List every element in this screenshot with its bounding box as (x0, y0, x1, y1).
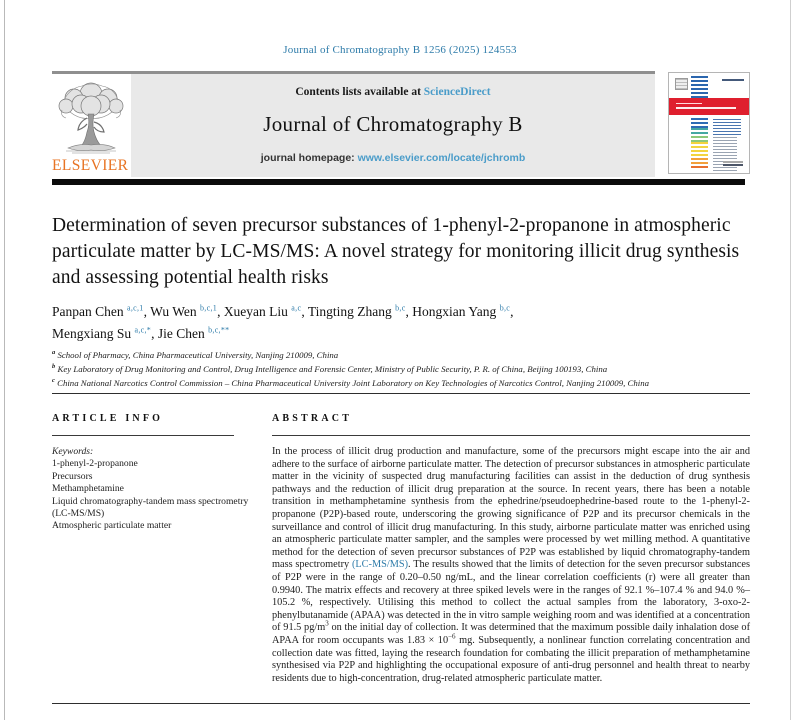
journal-cover-thumbnail (668, 72, 750, 174)
superscript: 3 (325, 619, 329, 628)
elsevier-logo (52, 76, 130, 177)
cover-editor-text (713, 119, 741, 135)
page-bottom-rule (52, 703, 750, 704)
article-info-rule (52, 435, 234, 436)
affiliation: $^a$ School of Pharmacy, China Pharmaceutical University, Nanjing 210009, China (52, 349, 339, 360)
window-left-edge (4, 0, 5, 720)
abstract-heading: ABSTRACT (272, 413, 353, 424)
abstract-text: In the process of illicit drug production and manufacture, some of the precursors might escape into the air and adhere to the surface of airborne particulate matter. The detection of precursor substances in atmospheric particulate matter in the vicinity of suspected drug manufacturing facilities can assist in the deduction of drug synthesis pathways and the reduction of illicit drug preparation at the source. In recent years, there has been a notable transition in methamphetamine synthesis from the ephedrine/pseudoephedrine-based route to the 1-phenyl-2-propanone (P2P)-based route, underscoring the growing significance of P2P and its precursor chemicals in the surveillance and control of illicit drug manufacturing. In this study, airborne particulate matter was enriched using an atmospheric particulate matter sampler, and the samples were processed by wet milling method. A quantitative method for the detection of seven precursor substances of P2P was established by liquid chromatography-tandem mass spectrometry (LC-MS/MS). The results showed that the limits of detection for the seven precursor substances of P2P were in the range of 0.20–0.50 ng/mL, and the linear correlation coefficients (r) were all greater than 0.9940. The matrix effects and recovery at three spiked levels were in the ranges of 92.1 %–107.4 % and 94.0 %–105.2 %, respectively. Utilising this method to collect the actual samples from the laboratory, 3-oxo-2-phenylbutanamide (APAA) was detected in the in vitro sample weighing room and was identified at a concentration of 91.5 $pg/m^3$ on the initial day of collection. It was determined that the maximum possible daily inhalation dose of APAA for room occupants was $1.83 \times 10^{-6}$ mg. Subsequently, a nonlinear function correlating concentration and collection date was fitted, laying the research foundation for combating the illicit preparation of methamphetamine synthesised via P2P and highlighting the occupational exposure of anti-drug personnel and health threat to nearby residents due to high-concentration, drug-related atmospheric particulate matter. (272, 446, 751, 684)
affiliation-list (52, 347, 752, 390)
homepage-line (131, 152, 655, 164)
author: Xueyan Liu $^{a,c}$, (223, 303, 308, 319)
author: Tingting Zhang $^{b,c}$, (307, 303, 413, 319)
author-affil-sup: a,c,1 (127, 303, 144, 312)
journal-header-banner (131, 74, 655, 177)
journal-citation-line: Journal of Chromatography B 1256 (2025) 124553 (283, 44, 517, 56)
cover-stripe-yellow (691, 142, 708, 158)
keyword: Atmospheric particulate matter (52, 520, 172, 532)
author: Hongxian Yang $^{b,c}$, (412, 303, 514, 319)
journal-title: Journal of Chromatography B (263, 112, 523, 136)
cover-stripe-orange (691, 158, 708, 166)
homepage-link[interactable]: www.elsevier.com/locate/jchromb (357, 152, 526, 164)
keywords-block (52, 446, 266, 533)
cover-stripe-deep-orange (691, 166, 708, 170)
author-affil-sup: b,c,** (208, 325, 230, 334)
keyword: Liquid chromatography-tandem mass spectrometry (LC-MS/MS) (52, 495, 249, 520)
affiliation: $^b$ Key Laboratory of Drug Monitoring and Control, Drug Intelligence and Forensic Center, Ministry of Public Security, P. R. of China, Beijing 100193, China (52, 363, 608, 375)
window-right-edge (790, 0, 791, 720)
author: Jie Chen $^{b,c,**}$ (157, 325, 230, 341)
superscript: −6 (448, 632, 456, 641)
author-affil-sup: b,c,1 (200, 303, 218, 312)
contents-line (131, 86, 655, 98)
elsevier-wordmark: ELSEVIER (52, 157, 129, 174)
cover-red-band-line2 (676, 107, 736, 109)
cover-red-band-line1 (676, 103, 702, 104)
keyword: 1-phenyl-2-propanone (52, 458, 138, 470)
author-list (52, 299, 752, 343)
author-affil-sup: a,c (291, 303, 302, 312)
abstract-rule (272, 435, 750, 436)
article-title: Determination of seven precursor substances of 1-phenyl-2-propanone in atmospheric particulate matter by LC-MS/MS: A novel strategy for monitoring illicit drug synthesis and assessing potential health risks (52, 215, 740, 288)
cover-stripes-top (691, 76, 708, 98)
cover-bottom-mark (723, 164, 743, 166)
article-info-heading: ARTICLE INFO (52, 413, 164, 424)
author: Panpan Chen $^{a,c,1}$, (52, 303, 151, 319)
keyword: Precursors (52, 470, 93, 482)
section-divider-rule (52, 393, 750, 394)
keywords-label: Keywords: (52, 446, 94, 457)
cover-stripe-teal (691, 128, 708, 136)
author: Wu Wen $^{b,c,1}$, (150, 303, 224, 319)
author-affil-sup: b,c (395, 303, 406, 312)
cover-red-band (669, 98, 749, 115)
homepage-prefix: journal homepage: (260, 152, 358, 164)
keyword: Methamphetamine (52, 483, 124, 495)
cover-volume-text (722, 79, 744, 81)
author: Mengxiang Su $^{a,c,*}$, (52, 325, 158, 341)
author-affil-sup: b,c (499, 303, 511, 312)
cover-publisher-mark-icon (675, 78, 688, 90)
affiliation: $^c$ China National Narcotics Control Commission – China Pharmaceutical University Joint Laboratory on Key Technologies of Narcotics Control, Nanjing 210009, China (52, 377, 650, 389)
cover-stripe-blue (691, 118, 708, 128)
elsevier-tree-icon (54, 78, 128, 156)
header-bottom-bar (52, 179, 745, 185)
contents-prefix: Contents lists available at (295, 86, 424, 98)
author-affil-sup: a,c,* (134, 325, 152, 334)
sciencedirect-link[interactable]: ScienceDirect (423, 86, 491, 98)
lcmsms-link[interactable]: (LC-MS/MS) (351, 559, 409, 571)
